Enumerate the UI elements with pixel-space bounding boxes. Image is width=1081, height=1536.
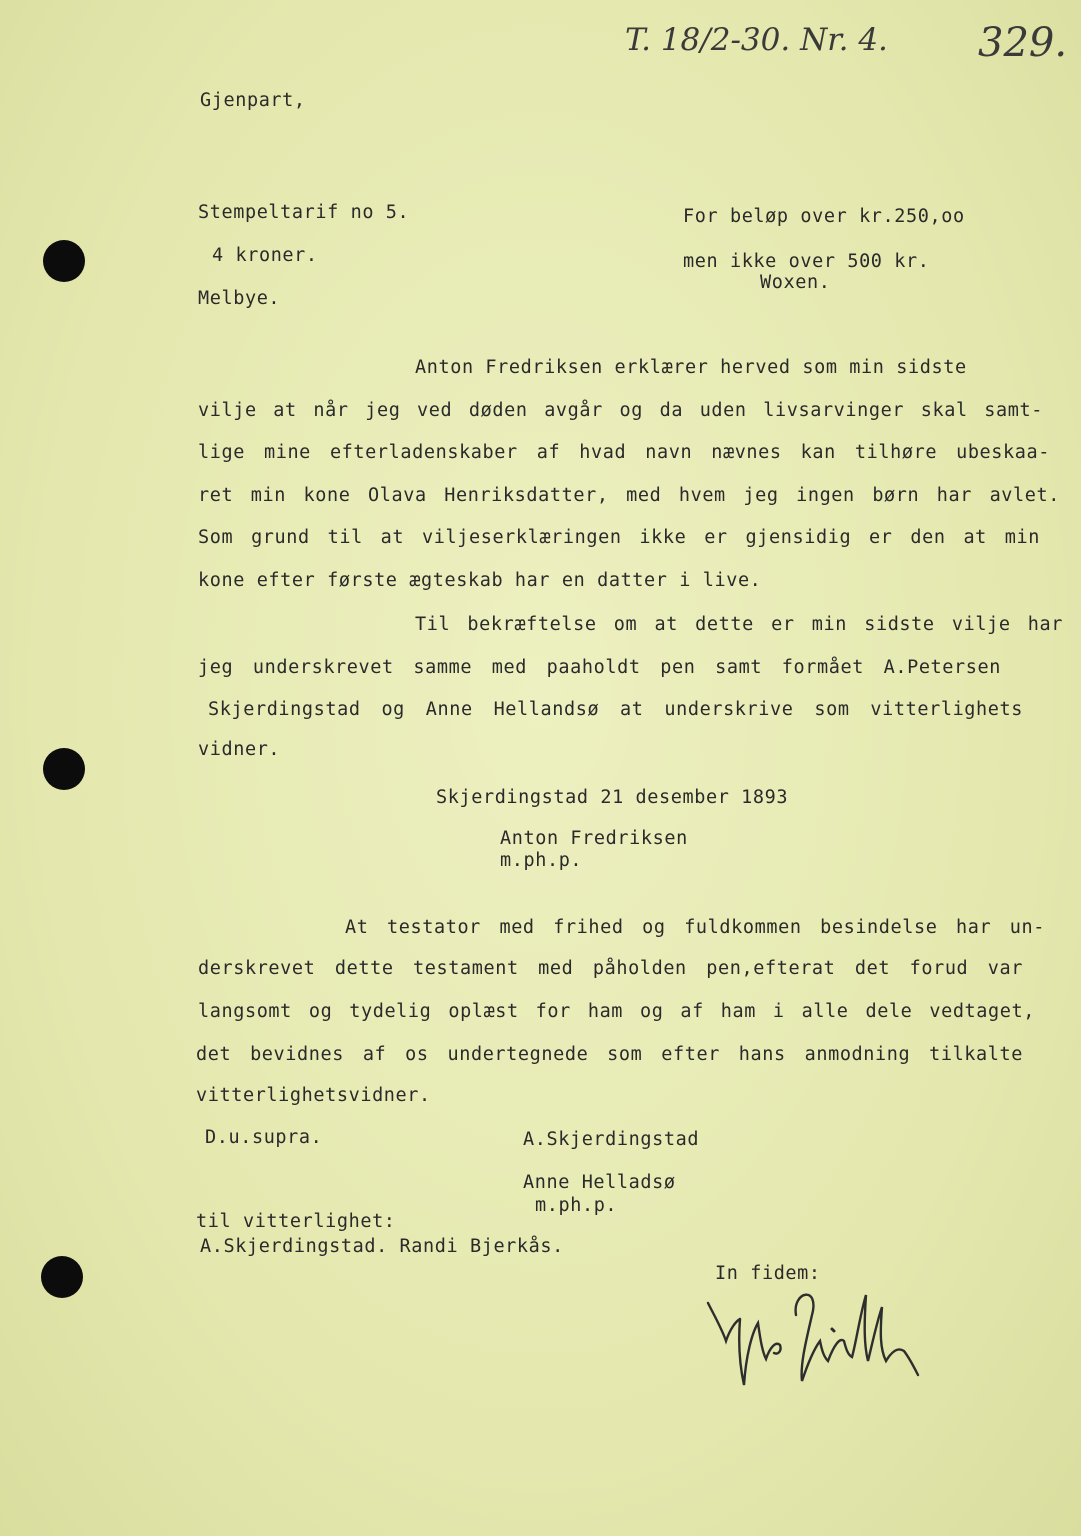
punch-hole xyxy=(43,240,85,282)
page-number: 329. xyxy=(978,20,1068,66)
paragraph1-line: Anton Fredriksen erklærer herved som min sidste xyxy=(415,357,967,378)
paragraph2-line: jeg underskrevet samme med paaholdt pen samt formået A.Petersen xyxy=(198,657,1001,678)
testator-name: Anton Fredriksen xyxy=(500,828,688,849)
paragraph3-line: vitterlighetsvidner. xyxy=(196,1085,431,1106)
punch-hole xyxy=(41,1256,83,1298)
paragraph3-line: langsomt og tydelig oplæst for ham og af ham i alle dele vedtaget, xyxy=(198,1001,1035,1022)
paragraph1-line: Som grund til at viljeserklæringen ikke er gjensidig er den at min xyxy=(198,527,1040,548)
in-fidem: In fidem: xyxy=(715,1263,821,1284)
paragraph1-line: kone efter første ægteskab har en datter i live. xyxy=(198,570,762,591)
paragraph1-line: ret min kone Olava Henriksdatter, med hvem jeg ingen børn har avlet. xyxy=(198,485,1060,506)
paragraph2-line: Til bekræftelse om at dette er min sidste vilje har xyxy=(415,614,1063,635)
witness-first: A.Skjerdingstad xyxy=(523,1129,700,1150)
handwritten-signature xyxy=(700,1285,925,1395)
belop-line1: For beløp over kr.250,oo xyxy=(683,206,965,227)
place-date: Skjerdingstad 21 desember 1893 xyxy=(436,787,789,808)
paragraph2-line: vidner. xyxy=(198,739,281,760)
stamp-amount: 4 kroner. xyxy=(212,245,318,266)
paragraph2-line: Skjerdingstad og Anne Hellandsø at underskrive som vitterlighets xyxy=(208,699,1023,720)
paragraph3-line: derskrevet dette testament med påholden pen,efterat det forud var xyxy=(198,958,1023,979)
witness-note: m.ph.p. xyxy=(535,1195,618,1216)
paragraph1-line: lige mine efterladenskaber af hvad navn nævnes kan tilhøre ubeskaa- xyxy=(198,442,1050,463)
belop-signer: Woxen. xyxy=(760,272,831,293)
punch-hole xyxy=(43,748,85,790)
handwritten-reference: T. 18/2-30. Nr. 4. xyxy=(625,22,888,58)
til-vitterlighet-label: til vitterlighet: xyxy=(196,1211,396,1232)
belop-line2: men ikke over 500 kr. xyxy=(683,251,930,272)
gjenpart-label: Gjenpart, xyxy=(200,90,306,111)
paragraph1-line: vilje at når jeg ved døden avgår og da uden livsarvinger skal samt- xyxy=(198,400,1043,421)
stamp-signer: Melbye. xyxy=(198,288,281,309)
stamp-tarif: Stempeltarif no 5. xyxy=(198,202,410,223)
paragraph3-line: At testator med frihed og fuldkommen besindelse har un- xyxy=(345,917,1045,938)
du-supra: D.u.supra. xyxy=(205,1127,323,1148)
til-vitterlighet-names: A.Skjerdingstad. Randi Bjerkås. xyxy=(200,1236,564,1257)
witness-second: Anne Helladsø xyxy=(523,1172,676,1193)
paragraph3-line: det bevidnes af os undertegnede som efter hans anmodning tilkalte xyxy=(196,1044,1023,1065)
testator-note: m.ph.p. xyxy=(500,850,583,871)
